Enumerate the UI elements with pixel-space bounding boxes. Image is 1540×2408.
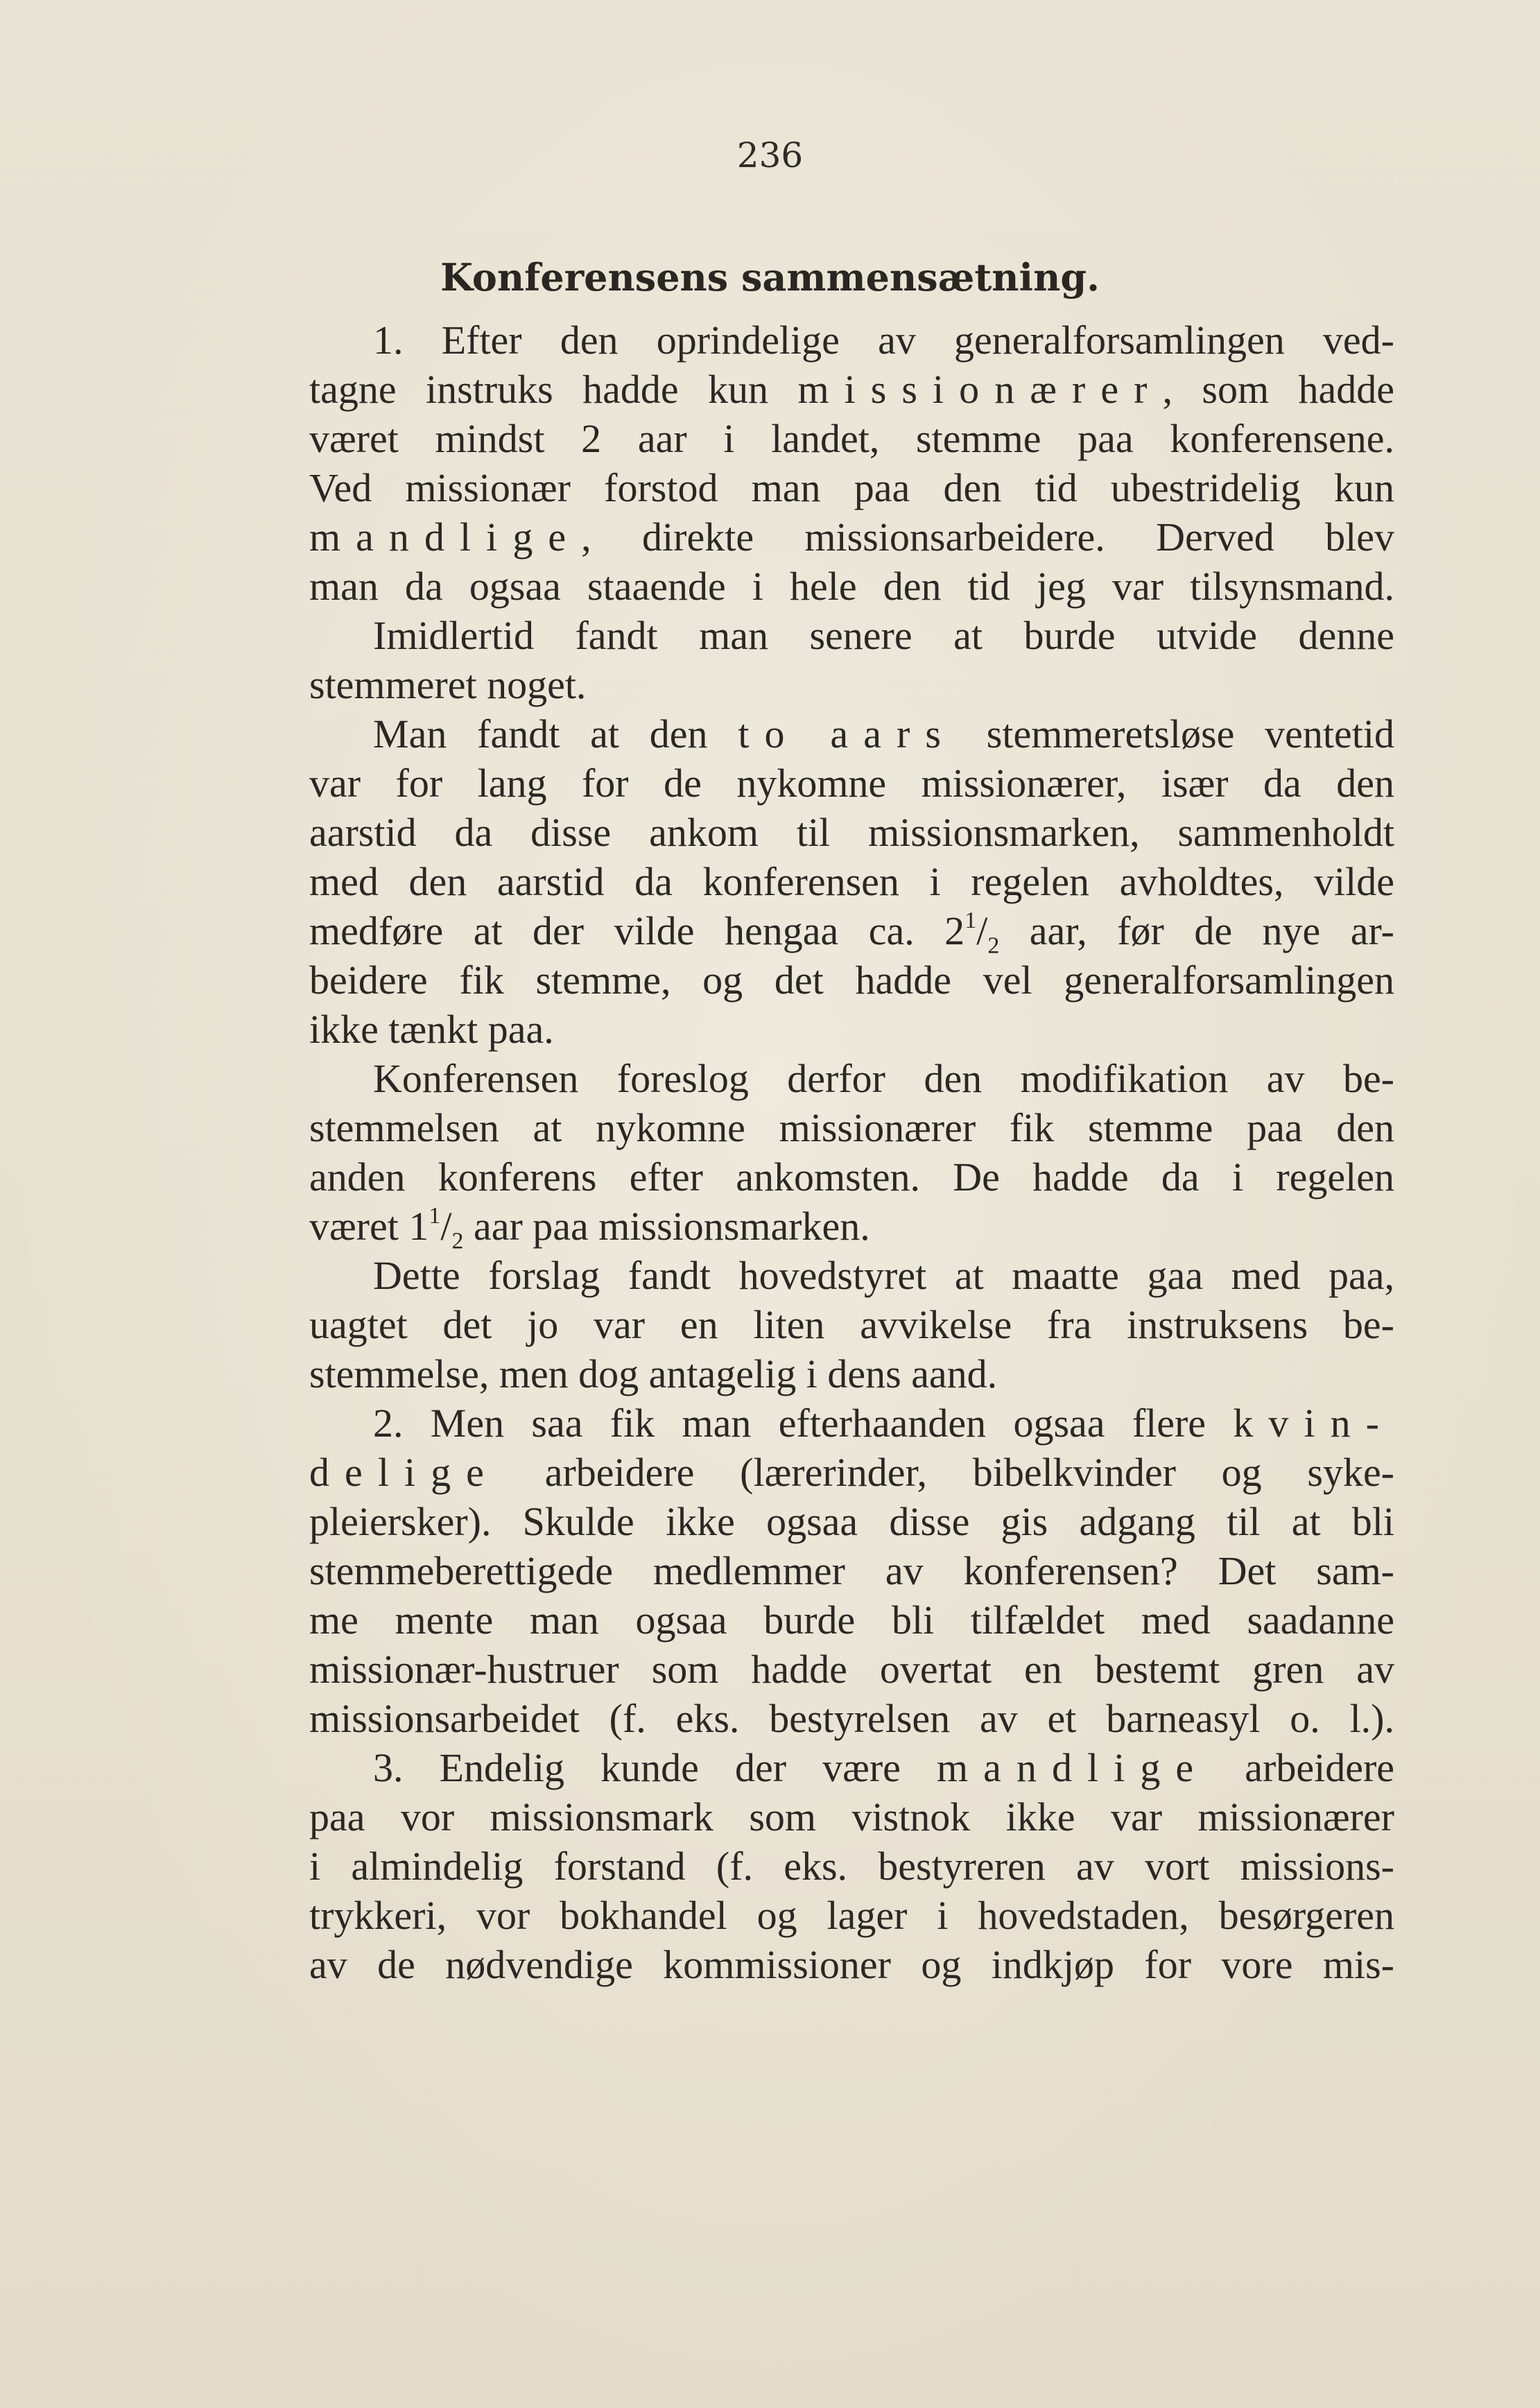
text-line: paa vor missionsmark som vistnok ikke var missionærer	[309, 1794, 1394, 1839]
text-segment: stemmeretsløse ventetid	[955, 711, 1394, 756]
text-line: man da ogsaa staaende i hele den tid jeg var tilsynsmand.	[309, 564, 1394, 609]
text-line: stemmelsen at nykomne missionærer fik stemme paa den	[309, 1105, 1394, 1150]
spaced-emphasis: mandlige	[937, 1745, 1209, 1790]
text-line	[309, 1448, 1394, 1497]
text-line	[309, 906, 1394, 959]
text-line	[309, 1398, 1394, 1448]
text-segment: tagne instruks hadde kun	[309, 367, 798, 412]
text-segment: 2. Men saa fik man efterhaanden ogsaa flere	[373, 1401, 1234, 1446]
text-line: beidere fik stemme, og det hadde vel generalforsamlingen	[309, 958, 1394, 1003]
fraction-numerator: 1	[429, 1202, 441, 1229]
text-line: me mente man ogsaa burde bli tilfældet med saadanne	[309, 1597, 1394, 1643]
text-line	[309, 1743, 1394, 1792]
text-line: ikke tænkt paa.	[309, 1007, 554, 1052]
text-line: med den aarstid da konferensen i regelen avholdtes, vilde	[309, 859, 1394, 904]
spaced-emphasis: to	[738, 711, 800, 756]
text-segment: , direkte missionsarbeidere. Derved blev	[581, 514, 1394, 560]
text-segment: medføre at der vilde hengaa ca. 2	[309, 908, 965, 953]
text-segment: aar, før de nye ar-	[999, 908, 1394, 953]
text-line: missionsarbeidet (f. eks. bestyrelsen av et barneasyl o. l.).	[309, 1696, 1394, 1741]
text-line: pleiersker). Skulde ikke ogsaa disse gis adgang til at bli	[309, 1499, 1394, 1544]
text-line	[309, 365, 1394, 414]
text-line: 1. Efter den oprindelige av generalforsamlingen ved-	[373, 318, 1394, 363]
text-segment: Man fandt at den	[373, 711, 738, 756]
spaced-emphasis: kvin-	[1233, 1401, 1394, 1446]
text-line	[309, 1202, 1394, 1254]
text-line: uagtet det jo var en liten avvikelse fra instruksens be-	[309, 1302, 1394, 1347]
text-line: stemmeret noget.	[309, 662, 587, 707]
fraction-denominator: 2	[451, 1228, 464, 1254]
fraction-denominator: 2	[987, 933, 1000, 959]
text-line: Konferensen foreslog derfor den modifikation av be-	[373, 1056, 1394, 1101]
page-number: 236	[736, 135, 804, 175]
text-line: trykkeri, vor bokhandel og lager i hovedstaden, besørgeren	[309, 1893, 1394, 1938]
spaced-emphasis: delige	[309, 1450, 499, 1495]
text-line: aarstid da disse ankom til missionsmarken, sammenholdt	[309, 810, 1394, 855]
body-text	[309, 315, 1394, 1989]
text-line: Dette forslag fandt hovedstyret at maatte gaa med paa,	[373, 1253, 1394, 1298]
text-segment	[800, 711, 831, 756]
text-line: anden konferens efter ankomsten. De hadde da i regelen	[309, 1154, 1394, 1199]
text-line: stemmelse, men dog antagelig i dens aand.	[309, 1351, 998, 1396]
text-segment: været 1	[309, 1204, 429, 1249]
text-segment: /	[976, 908, 988, 953]
text-line: i almindelig forstand (f. eks. bestyreren av vort missions-	[309, 1844, 1394, 1889]
text-segment: , som hadde	[1162, 367, 1394, 412]
section-heading: Konferensens sammensætning.	[440, 255, 1100, 300]
text-line: av de nødvendige kommissioner og indkjøp for vore mis-	[309, 1942, 1394, 1987]
text-line: Imidlertid fandt man senere at burde utvide denne	[373, 613, 1394, 658]
text-line: stemmeberettigede medlemmer av konferensen? Det sam-	[309, 1548, 1394, 1593]
text-line: Ved missionær forstod man paa den tid ubestridelig kun	[309, 465, 1394, 510]
text-segment: /	[440, 1204, 452, 1249]
text-line	[309, 709, 1394, 759]
text-segment: arbeidere (lærerinder, bibelkvinder og syke-	[499, 1450, 1394, 1495]
text-line: var for lang for de nykomne missionærer, især da den	[309, 761, 1394, 806]
text-line: missionær-hustruer som hadde overtat en bestemt gren av	[309, 1647, 1394, 1692]
spaced-emphasis: aars	[830, 711, 956, 756]
text-line: været mindst 2 aar i landet, stemme paa konferensene.	[309, 416, 1394, 461]
text-line	[309, 512, 1394, 562]
fraction-numerator: 1	[964, 907, 977, 933]
spaced-emphasis: mandlige	[309, 514, 582, 560]
text-segment: aar paa missionsmarken.	[463, 1204, 870, 1249]
spaced-emphasis: missionærer	[797, 367, 1163, 412]
text-segment: 3. Endelig kunde der være	[373, 1745, 937, 1790]
text-segment: arbeidere	[1209, 1745, 1394, 1790]
